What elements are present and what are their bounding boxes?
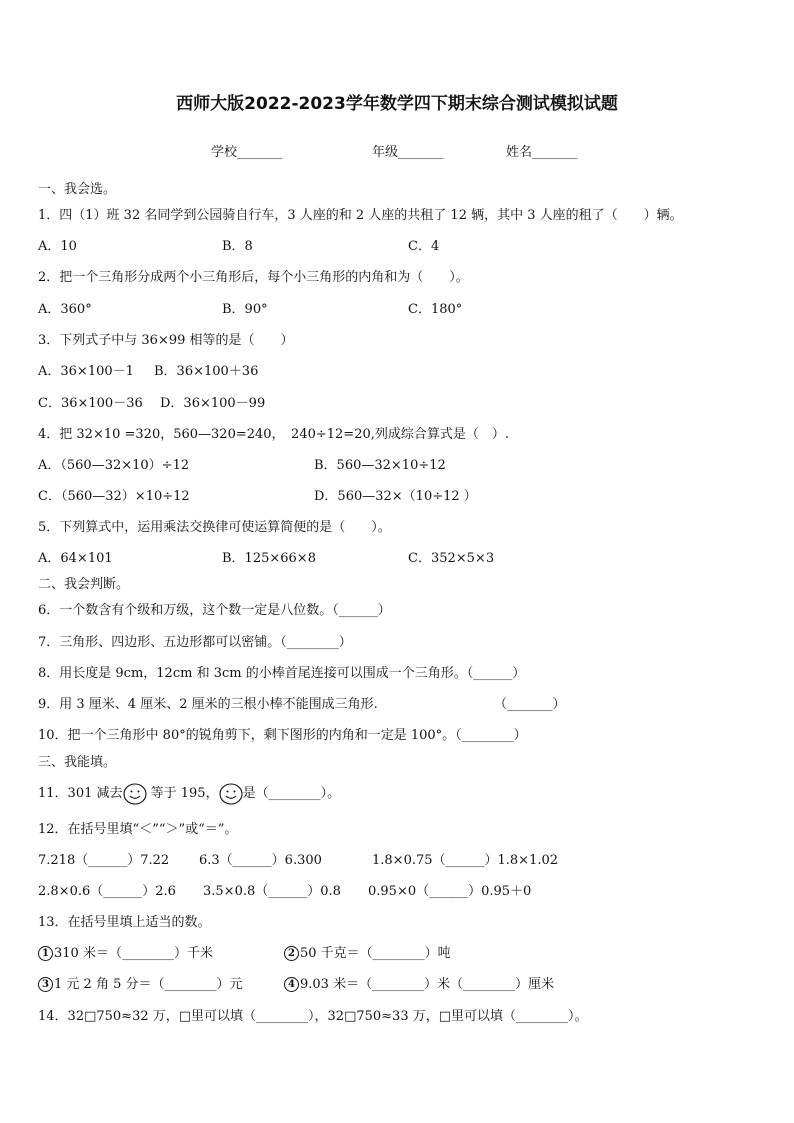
option-a: A．36×100－1 <box>38 364 134 379</box>
compare-item: 7.218（______）7.22 <box>38 853 170 868</box>
fill-item-text: 50 千克＝（________）吨 <box>300 946 451 961</box>
smiley-face-icon <box>219 783 243 805</box>
question-6: 6．一个数含有个级和万级，这个数一定是八位数。（______） <box>38 603 391 618</box>
circled-number: 4 <box>284 977 299 992</box>
option-b: B．125×66×8 <box>222 551 316 566</box>
question-14: 14．32□750≈32 万，□里可以填（________），32□750≈33 万，□里可以填（________）。 <box>38 1009 588 1024</box>
option-a: A．（560—32×10）÷12 <box>38 458 190 473</box>
question-11-part2: 等于 195， <box>146 786 219 801</box>
option-b: B．560—32×10÷12 <box>314 458 446 473</box>
fill-item <box>38 977 242 993</box>
question-11 <box>38 782 340 806</box>
compare-item: 3.5×0.8（______）0.8 <box>203 884 341 899</box>
option-c: C．180° <box>408 302 463 317</box>
question-5: 5．下列算式中，运用乘法交换律可使运算简便的是（ ）。 <box>38 520 391 535</box>
option-a: A．360° <box>38 302 92 317</box>
grade-field: 年级_______ <box>372 145 444 160</box>
option-b: B．36×100＋36 <box>154 364 259 379</box>
option-c: C．352×5×3 <box>408 551 495 566</box>
option-d: D．560—32×（10÷12 ） <box>314 489 477 504</box>
smiley-face-icon <box>123 783 147 805</box>
question-11-part1: 11．301 减去 <box>38 786 123 801</box>
circled-number: 1 <box>38 946 53 961</box>
option-c: C．4 <box>408 239 440 254</box>
option-c: C．（560—32）×10÷12 <box>38 489 190 504</box>
answer-blank: （_______） <box>494 697 566 712</box>
compare-item: 1.8×0.75（______）1.8×1.02 <box>372 853 559 868</box>
circled-number: 2 <box>284 946 299 961</box>
question-1: 1．四（1）班 32 名同学到公园骑自行车，3 人座的和 2 人座的共租了 12 辆，其中 3 人座的租了（ ）辆。 <box>38 208 683 223</box>
question-2: 2．把一个三角形分成两个小三角形后，每个小三角形的内角和为（ ）。 <box>38 270 469 285</box>
section-heading: 二、我会判断。 <box>38 577 130 592</box>
option-d: D．36×100－99 <box>160 396 266 411</box>
option-a: A．64×101 <box>38 551 113 566</box>
option-a: A．10 <box>38 239 77 254</box>
name-field: 姓名_______ <box>506 145 578 160</box>
question-8: 8．用长度是 9cm，12cm 和 3cm 的小棒首尾连接可以围成一个三角形。（______） <box>38 666 526 681</box>
fill-item <box>284 977 554 993</box>
question-13: 13．在括号里填上适当的数。 <box>38 915 211 930</box>
fill-item-text: 9.03 米＝（________）米（________）厘米 <box>300 977 555 992</box>
option-b: B．90° <box>222 302 268 317</box>
fill-item-text: 310 米＝（________）千米 <box>54 946 213 961</box>
section-heading: 三、我能填。 <box>38 755 117 770</box>
question-4: 4．把 32×10 =320，560—320=240， 240÷12=20,列成综合算式是（ ）. <box>38 427 509 442</box>
circled-number: 3 <box>38 977 53 992</box>
question-9: 9．用 3 厘米、4 厘米、2 厘米的三根小棒不能围成三角形. <box>38 697 378 712</box>
fill-item <box>38 946 213 962</box>
page-title: 西师大版2022-2023学年数学四下期末综合测试模拟试题 <box>176 94 618 114</box>
section-heading: 一、我会选。 <box>38 182 117 197</box>
question-3: 3．下列式子中与 36×99 相等的是（ ） <box>38 333 294 348</box>
compare-item: 0.95×0（______）0.95＋0 <box>368 884 532 899</box>
school-field: 学校_______ <box>211 145 283 160</box>
compare-item: 6.3（______）6.300 <box>199 853 322 868</box>
question-10: 10．把一个三角形中 80°的锐角剪下，剩下图形的内角和一定是 100°。（________） <box>38 728 527 743</box>
option-b: B．8 <box>222 239 253 254</box>
question-12: 12．在括号里填“＜”“＞”或“＝”。 <box>38 822 238 837</box>
question-11-part3: 是（________）。 <box>242 786 341 801</box>
fill-item-text: 1 元 2 角 5 分＝（________）元 <box>54 977 243 992</box>
question-7: 7．三角形、四边形、五边形都可以密铺。（________） <box>38 635 352 650</box>
option-c: C．36×100－36 <box>38 396 143 411</box>
fill-item <box>284 946 451 962</box>
compare-item: 2.8×0.6（______）2.6 <box>38 884 176 899</box>
